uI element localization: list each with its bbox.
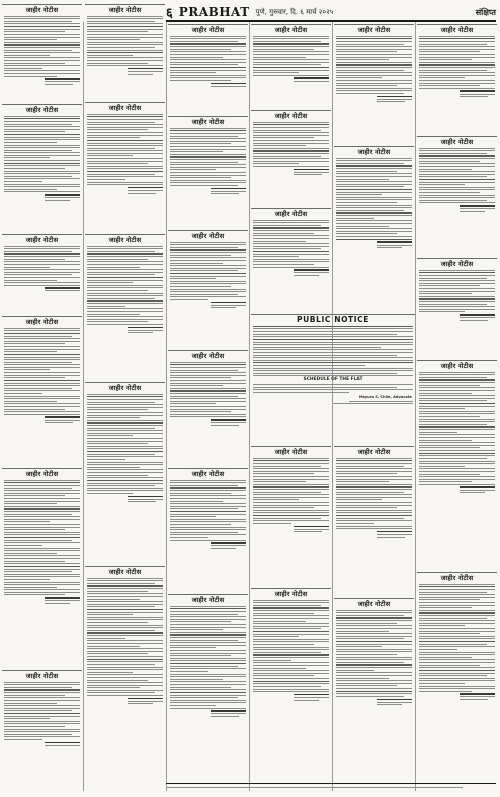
imprint-footer [166, 783, 496, 793]
column-divider [83, 22, 84, 791]
notice-heading: जाहीर नोटीस [357, 600, 391, 608]
legal-notice [334, 598, 414, 781]
legal-notice [85, 4, 165, 101]
legal-notice [251, 446, 331, 587]
column-divider [415, 22, 416, 791]
legal-notice [85, 102, 165, 233]
legal-notice [417, 258, 497, 359]
notice-heading: जाहीर नोटीस [25, 6, 59, 14]
legal-notice [417, 360, 497, 571]
advocate-name: Mayura S. Chile, Advocate [358, 394, 412, 399]
issue-date: पुणे, गुरुवार, दि. ६ मार्च २०२५ [255, 7, 334, 16]
legal-notice [2, 4, 82, 103]
legal-notice [168, 116, 248, 229]
legal-notice [168, 468, 248, 593]
notice-heading: जाहीर नोटीस [440, 26, 474, 34]
legal-notice [2, 316, 82, 467]
notice-heading: जाहीर नोटीस [274, 590, 308, 598]
notice-heading: जाहीर नोटीस [25, 470, 59, 478]
legal-notice [417, 136, 497, 257]
column-divider [249, 22, 250, 791]
column-divider [166, 22, 167, 791]
legal-notice [2, 104, 82, 233]
legal-notice [85, 382, 165, 565]
legal-notice [168, 24, 248, 115]
public-notice-heading: PUBLIC NOTICE [297, 315, 369, 324]
notice-heading: जाहीर नोटीस [108, 568, 142, 576]
legal-notice [417, 572, 497, 781]
legal-notice [2, 234, 82, 315]
legal-notice [85, 234, 165, 381]
legal-notice [168, 350, 248, 467]
notice-heading: जाहीर नोटीस [191, 232, 225, 240]
notice-heading: जाहीर नोटीस [357, 448, 391, 456]
notice-heading: जाहीर नोटीस [108, 104, 142, 112]
legal-notice [334, 24, 414, 145]
notice-heading: जाहीर नोटीस [191, 470, 225, 478]
legal-notice [417, 24, 497, 135]
legal-notice [168, 230, 248, 349]
legal-notice [251, 208, 331, 313]
notice-heading: जाहीर नोटीस [108, 384, 142, 392]
notice-heading: जाहीर नोटीस [274, 112, 308, 120]
page-number: ६ [166, 6, 173, 21]
notice-heading: जाहीर नोटीस [274, 26, 308, 34]
notice-heading: जाहीर नोटीस [108, 236, 142, 244]
notice-heading: जाहीर नोटीस [357, 148, 391, 156]
legal-notice [251, 588, 331, 781]
notice-heading: जाहीर नोटीस [25, 236, 59, 244]
legal-notice [168, 594, 248, 791]
notice-heading: जाहीर नोटीस [440, 574, 474, 582]
notice-heading: जाहीर नोटीस [108, 6, 142, 14]
notice-heading: जाहीर नोटीस [440, 138, 474, 146]
notice-heading: जाहीर नोटीस [274, 448, 308, 456]
notice-heading: जाहीर नोटीस [191, 26, 225, 34]
legal-notice [2, 670, 82, 791]
notice-heading: जाहीर नोटीस [440, 362, 474, 370]
notice-heading: जाहीर नोटीस [274, 210, 308, 218]
newspaper-logo: PRABHAT [178, 5, 250, 19]
notice-heading: जाहीर नोटीस [191, 352, 225, 360]
notice-heading: जाहीर नोटीस [25, 318, 59, 326]
notice-heading: जाहीर नोटीस [440, 260, 474, 268]
legal-notice [2, 468, 82, 669]
legal-notice [251, 24, 331, 109]
notice-heading: जाहीर नोटीस [357, 26, 391, 34]
notice-heading: जाहीर नोटीस [191, 118, 225, 126]
public-notice [251, 314, 415, 445]
schedule-heading: SCHEDULE OF THE FLAT [303, 377, 363, 383]
section-title: संक्षिप्त [475, 7, 496, 17]
masthead [166, 4, 496, 22]
notice-heading: जाहीर नोटीस [25, 672, 59, 680]
legal-notice [251, 110, 331, 207]
legal-notice [334, 446, 414, 597]
notice-heading: जाहीर नोटीस [191, 596, 225, 604]
notice-heading: जाहीर नोटीस [25, 106, 59, 114]
legal-notice [85, 566, 165, 791]
legal-notice [334, 146, 414, 313]
